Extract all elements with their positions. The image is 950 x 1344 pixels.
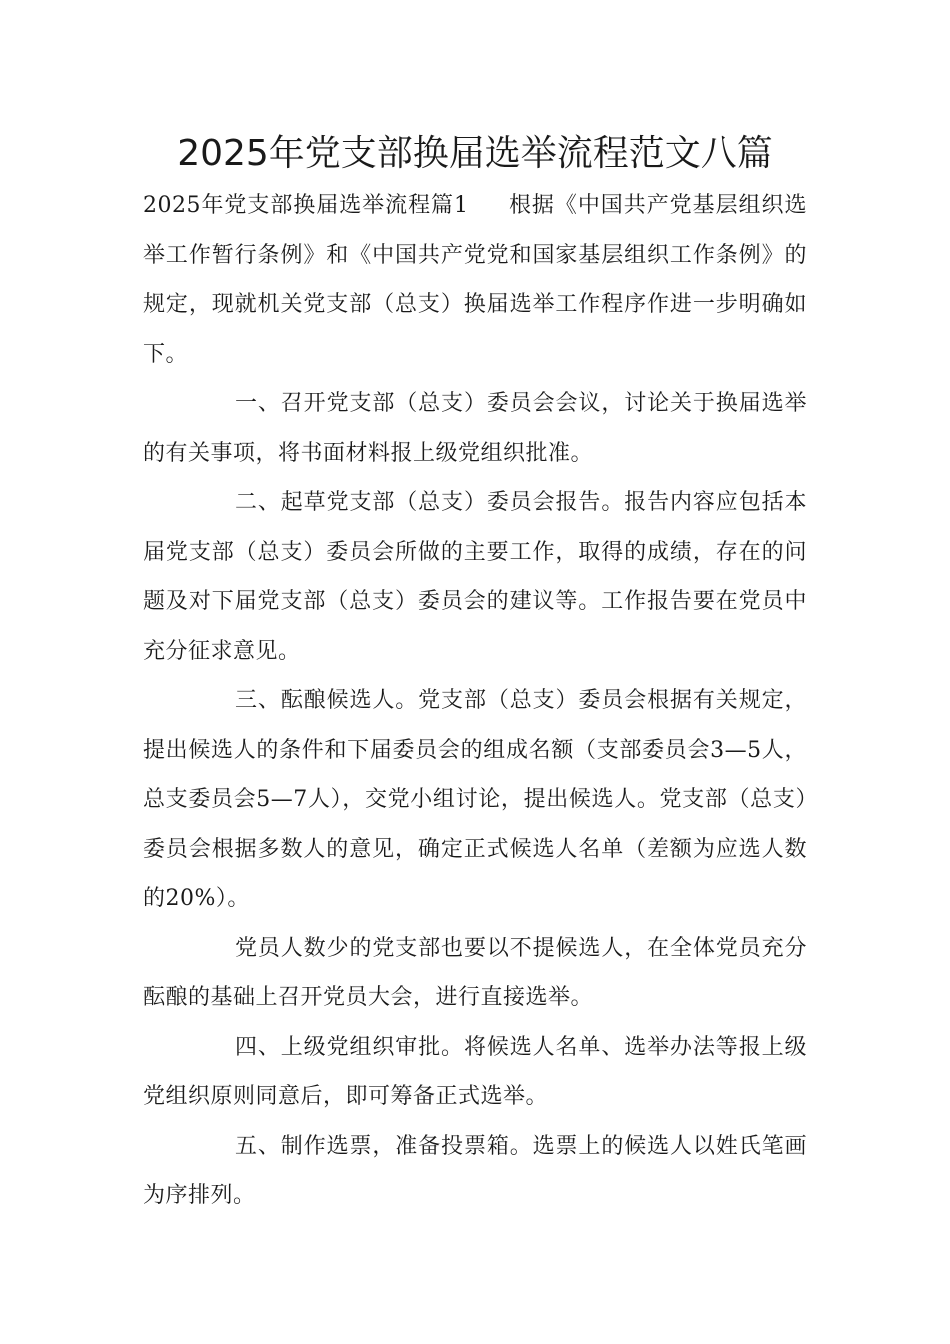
paragraph-step-1: 一、召开党支部（总支）委员会会议，讨论关于换届选举的有关事项，将书面材料报上级党组织批准。 [143, 391, 807, 466]
intro-paragraph [143, 181, 807, 379]
paragraph-step-5: 五、制作选票，准备投票箱。选票上的候选人以姓氏笔画为序排列。 [143, 1133, 807, 1208]
paragraph-step-2: 二、起草党支部（总支）委员会报告。报告内容应包括本届党支部（总支）委员会所做的主要工作，取得的成绩，存在的问题及对下届党支部（总支）委员会的建议等。工作报告要在党员中充分征求意见。 [143, 490, 807, 664]
paragraph-step-3: 三、酝酿候选人。党支部（总支）委员会根据有关规定，提出候选人的条件和下届委员会的组成名额（支部委员会3—5人，总支委员会5—7人），交党小组讨论，提出候选人。党支部（总支）委员会根据多数人的意见，确定正式候选人名单（差额为应选人数的20%）。 [143, 688, 807, 911]
document-title: 2025年党支部换届选举流程范文八篇 [177, 133, 773, 174]
paragraph-note: 党员人数少的党支部也要以不提候选人，在全体党员充分酝酿的基础上召开党员大会，进行直接选举。 [143, 935, 807, 1010]
document-body [143, 181, 807, 1221]
paragraph-step-4: 四、上级党组织审批。将候选人名单、选举办法等报上级党组织原则同意后，即可筹备正式选举。 [143, 1034, 807, 1109]
intro-text: 根据《中国共产党基层组织选举工作暂行条例》和《中国共产党党和国家基层组织工作条例》的规定，现就机关党支部（总支）换届选举工作程序作进一步明确如下。 [143, 193, 807, 367]
section-heading: 2025年党支部换届选举流程篇1 [143, 193, 469, 218]
